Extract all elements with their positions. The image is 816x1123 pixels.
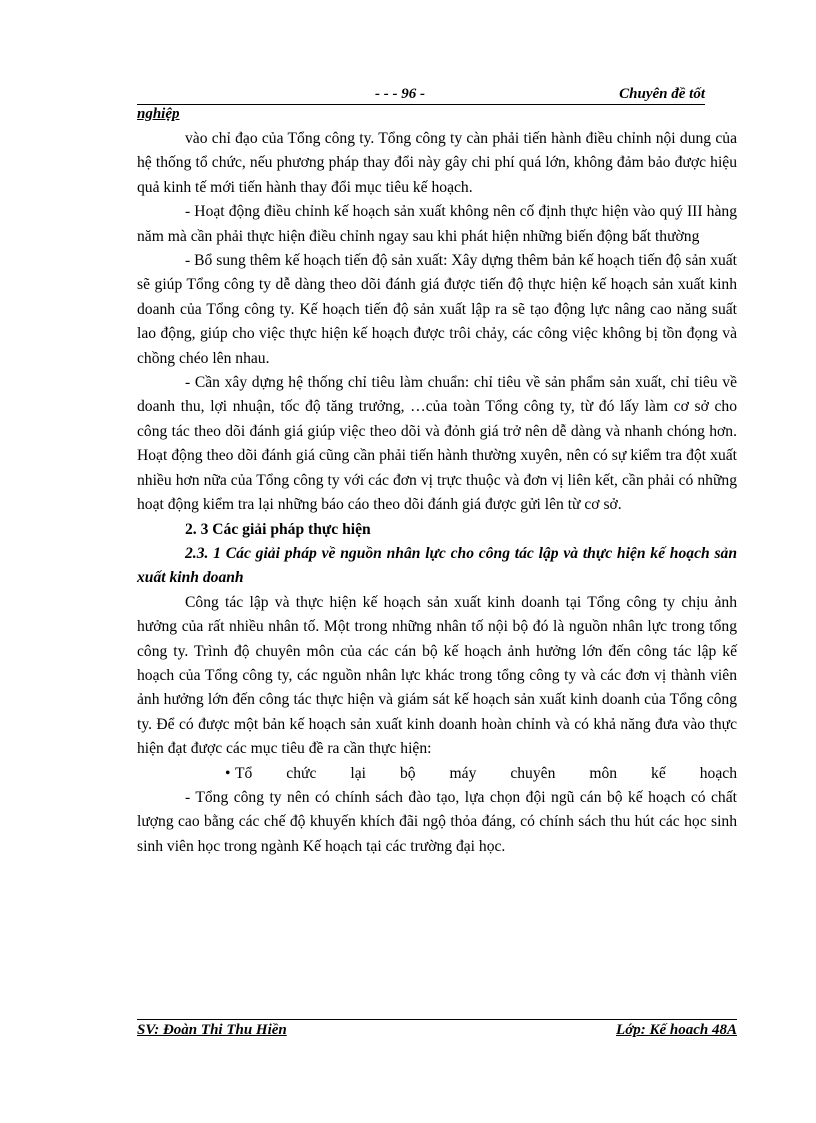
document-title-continuation: nghiệp <box>137 106 180 122</box>
bullet-text: Tổ chức lại bộ máy chuyên môn kế hoạch <box>235 764 737 782</box>
document-title: Chuyên đề tốt <box>619 86 705 102</box>
paragraph: - Bổ sung thêm kế hoạch tiến độ sản xuất: Xây dựng thêm bản kế hoạch tiến độ sản xuất sẽ giúp Tổng công ty dễ dàng theo dõi đánh giá được tiến độ thực hiện kế hoạch sản xuất kinh doanh của Tổng công ty. Kế hoạch tiến độ sản xuất lập ra sẽ tạo động lực nâng cao năng suất lao động, giúp cho việc thực hiện kế hoạch được trôi chảy, các công việc không bị tồn đọng và chồng chéo lên nhau. <box>137 252 737 367</box>
paragraph: - Cần xây dựng hệ thống chỉ tiêu làm chuẩn: chỉ tiêu về sản phẩm sản xuất, chỉ tiêu về doanh thu, lợi nhuận, tốc độ tăng trưởng, …của toàn Tổng công ty, từ đó lấy làm cơ sở cho công tác theo dõi đánh giá giúp việc theo dõi và đỏnh giá trở nên dễ dàng và nhanh chóng hơn. Hoạt động theo dõi đánh giá cũng cần phải tiến hành thường xuyên, nên có sự kiểm tra đột xuất nhiều hơn nữa của Tổng công ty với các đơn vị trực thuộc và đơn vị liên kết, cần phải có những hoạt động kiểm tra lại những báo cáo theo dõi đánh giá được gửi lên từ cơ sở. <box>137 374 737 514</box>
page-footer <box>137 1019 737 1040</box>
paragraph: Công tác lập và thực hiện kế hoạch sản xuất kinh doanh tại Tổng công ty chịu ảnh hưởng của rất nhiều nhân tố. Một trong những nhân tố nội bộ đó là nguồn nhân lực trong tổng công ty. Trình độ chuyên môn của các cán bộ kế hoạch ảnh hưởng lớn đến công tác lập kế hoạch của Tổng công ty, các nguồn nhân lực khác trong tổng công ty và các đơn vị thành viên ảnh hưởng lớn đến công tác thực hiện và giám sát kế hoạch sản xuất kinh doanh của Tổng công ty. Để có được một bản kế hoạch sản xuất kinh doanh hoàn chỉnh và có khả năng đưa vào thực hiện đạt được các mục tiêu đề ra cần thực hiện: <box>137 593 737 758</box>
page-body <box>137 127 737 859</box>
bullet-item <box>137 762 737 786</box>
page-header <box>137 86 705 105</box>
section-heading: 2. 3 Các giải pháp thực hiện <box>185 520 371 538</box>
paragraph: - Tổng công ty nên có chính sách đào tạo, lựa chọn đội ngũ cán bộ kế hoạch có chất lượng cao bằng các chế độ khuyến khích đãi ngộ thỏa đáng, có chính sách thu hút các học sinh sinh viên học trong ngành Kế hoạch tại các trường đại học. <box>137 788 737 855</box>
paragraph: vào chỉ đạo của Tổng công ty. Tổng công ty càn phải tiến hành điều chỉnh nội dung của hệ thống tổ chức, nếu phương pháp thay đổi này gây chi phí quá lớn, không đảm bảo được hiệu quả kinh tế mới tiến hành thay đổi mục tiêu kế hoạch. <box>137 130 737 196</box>
footer-class: Lớp: Kế hoach 48A <box>616 1022 737 1038</box>
bullet-icon: • <box>225 764 231 782</box>
subsection-heading: 2.3. 1 Các giải pháp về nguồn nhân lực cho công tác lập và thực hiện kế hoạch sản xuất kinh doanh <box>137 544 737 587</box>
paragraph: - Hoạt động điều chỉnh kế hoạch sản xuất không nên cố định thực hiện vào quý III hàng năm mà cần phải thực hiện điều chỉnh ngay sau khi phát hiện những biến động bất thường <box>137 203 737 245</box>
page-number: - - - 96 - <box>375 86 425 102</box>
footer-student: SV: Đoàn Thi Thu Hiền <box>137 1022 287 1038</box>
